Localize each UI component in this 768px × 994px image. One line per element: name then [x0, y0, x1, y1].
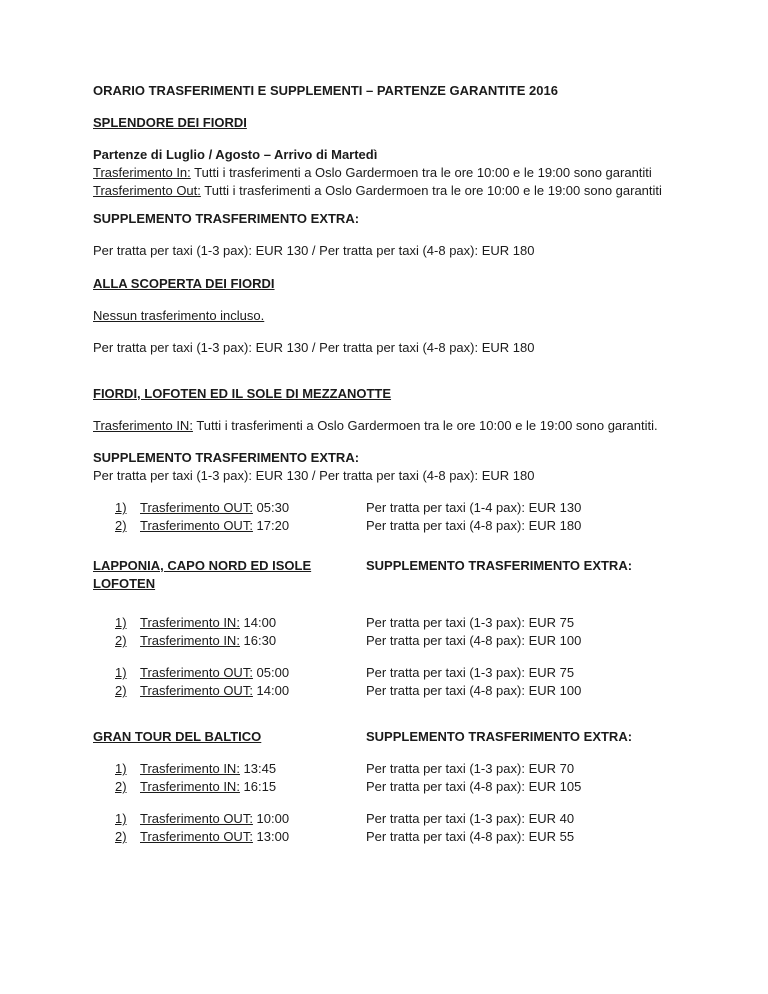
transfer-cell	[93, 682, 366, 700]
transfer-list-lapponia-out	[93, 664, 693, 700]
transfer-time: 14:00	[239, 615, 277, 630]
transfer-time: 05:30	[252, 500, 290, 515]
price-cell: Per tratta per taxi (4-8 pax): EUR 55	[366, 829, 575, 844]
transfer-in-text: Tutti i trasferimenti a Oslo Gardermoen tra le ore 10:00 e le 19:00 sono garantiti	[190, 165, 652, 180]
transfer-label: Trasferimento IN:	[140, 779, 240, 794]
row-number: 2)	[115, 633, 127, 648]
transfer-label: Trasferimento OUT:	[140, 683, 253, 698]
transfer-in-line	[93, 417, 693, 435]
transfer-label: Trasferimento IN:	[140, 633, 240, 648]
transfer-out-line	[93, 182, 693, 200]
departure-info: Partenze di Luglio / Agosto – Arrivo di Martedì	[93, 147, 378, 162]
supplement-heading: SUPPLEMENTO TRASFERIMENTO EXTRA:	[93, 211, 360, 226]
price-cell: Per tratta per taxi (1-3 pax): EUR 40	[366, 811, 575, 826]
transfer-cell	[93, 810, 366, 828]
price-cell: Per tratta per taxi (1-3 pax): EUR 75	[366, 665, 575, 680]
row-number: 1)	[115, 665, 127, 680]
section-heading-fiordi-lofoten: FIORDI, LOFOTEN ED IL SOLE DI MEZZANOTTE	[93, 386, 392, 401]
transfer-row	[93, 682, 693, 700]
transfer-time: 13:00	[252, 829, 290, 844]
row-number: 1)	[115, 811, 127, 826]
price-cell: Per tratta per taxi (1-3 pax): EUR 75	[366, 615, 575, 630]
section-heading-gran-tour: GRAN TOUR DEL BALTICO	[93, 729, 262, 744]
transfer-label: Trasferimento OUT:	[140, 811, 253, 826]
transfer-in-text: Tutti i trasferimenti a Oslo Gardermoen tra le ore 10:00 e le 19:00 sono garantiti.	[192, 418, 658, 433]
transfer-label: Trasferimento IN:	[140, 615, 240, 630]
transfer-row	[93, 499, 693, 517]
section-heading-splendore: SPLENDORE DEI FIORDI	[93, 115, 247, 130]
transfer-cell	[93, 499, 366, 517]
price-cell: Per tratta per taxi (4-8 pax): EUR 105	[366, 779, 582, 794]
row-number: 2)	[115, 829, 127, 844]
transfer-row	[93, 778, 693, 796]
supplement-heading: SUPPLEMENTO TRASFERIMENTO EXTRA:	[366, 558, 633, 573]
transfer-time: 17:20	[252, 518, 290, 533]
section-heading-scoperta: ALLA SCOPERTA DEI FIORDI	[93, 276, 275, 291]
row-number: 2)	[115, 779, 127, 794]
transfer-time: 05:00	[252, 665, 290, 680]
transfer-list-gran-tour-in	[93, 760, 693, 796]
transfer-row	[93, 828, 693, 846]
transfer-time: 10:00	[252, 811, 290, 826]
no-transfer-note: Nessun trasferimento incluso.	[93, 308, 265, 323]
transfer-label: Trasferimento OUT:	[140, 500, 253, 515]
supplement-heading: SUPPLEMENTO TRASFERIMENTO EXTRA:	[93, 450, 360, 465]
transfer-cell	[93, 517, 366, 535]
transfer-label: Trasferimento OUT:	[140, 518, 253, 533]
row-number: 1)	[115, 500, 127, 515]
section-heading-lapponia: LAPPONIA, CAPO NORD ED ISOLE LOFOTEN	[93, 558, 312, 591]
transfer-row	[93, 810, 693, 828]
transfer-list-fiordi-out	[93, 499, 693, 535]
transfer-label: Trasferimento OUT:	[140, 665, 253, 680]
transfer-row	[93, 760, 693, 778]
doc-title: ORARIO TRASFERIMENTI E SUPPLEMENTI – PARTENZE GARANTITE 2016	[93, 83, 558, 98]
section-header-gran-tour	[93, 728, 693, 746]
supplement-heading: SUPPLEMENTO TRASFERIMENTO EXTRA:	[366, 729, 633, 744]
transfer-time: 14:00	[252, 683, 290, 698]
transfer-row	[93, 517, 693, 535]
transfer-label: Trasferimento OUT:	[140, 829, 253, 844]
transfer-label: Trasferimento IN:	[140, 761, 240, 776]
transfer-list-lapponia-in	[93, 614, 693, 650]
transfer-in-line	[93, 164, 693, 182]
price-cell: Per tratta per taxi (4-8 pax): EUR 180	[366, 518, 582, 533]
row-number: 2)	[115, 683, 127, 698]
price-cell: Per tratta per taxi (4-8 pax): EUR 100	[366, 633, 582, 648]
transfer-row	[93, 614, 693, 632]
transfer-row	[93, 632, 693, 650]
transfer-in-label: Trasferimento In:	[93, 165, 191, 180]
transfer-in-label: Trasferimento IN:	[93, 418, 193, 433]
transfer-cell	[93, 664, 366, 682]
transfer-cell	[93, 828, 366, 846]
taxi-price-line: Per tratta per taxi (1-3 pax): EUR 130 / Per tratta per taxi (4-8 pax): EUR 180	[93, 340, 535, 355]
transfer-out-text: Tutti i trasferimenti a Oslo Gardermoen tra le ore 10:00 e le 19:00 sono garantiti	[200, 183, 662, 198]
transfer-time: 16:30	[239, 633, 277, 648]
price-cell: Per tratta per taxi (1-3 pax): EUR 70	[366, 761, 575, 776]
transfer-out-label: Trasferimento Out:	[93, 183, 201, 198]
taxi-price-line: Per tratta per taxi (1-3 pax): EUR 130 / Per tratta per taxi (4-8 pax): EUR 180	[93, 243, 535, 258]
row-number: 1)	[115, 615, 127, 630]
price-cell: Per tratta per taxi (4-8 pax): EUR 100	[366, 683, 582, 698]
price-cell: Per tratta per taxi (1-4 pax): EUR 130	[366, 500, 582, 515]
transfer-cell	[93, 614, 366, 632]
transfer-cell	[93, 760, 366, 778]
section-header-lapponia	[93, 557, 693, 593]
transfer-time: 16:15	[239, 779, 277, 794]
row-number: 2)	[115, 518, 127, 533]
transfer-list-gran-tour-out	[93, 810, 693, 846]
row-number: 1)	[115, 761, 127, 776]
transfer-cell	[93, 778, 366, 796]
taxi-price-line: Per tratta per taxi (1-3 pax): EUR 130 / Per tratta per taxi (4-8 pax): EUR 180	[93, 468, 535, 483]
transfer-row	[93, 664, 693, 682]
transfer-cell	[93, 632, 366, 650]
transfer-time: 13:45	[239, 761, 277, 776]
